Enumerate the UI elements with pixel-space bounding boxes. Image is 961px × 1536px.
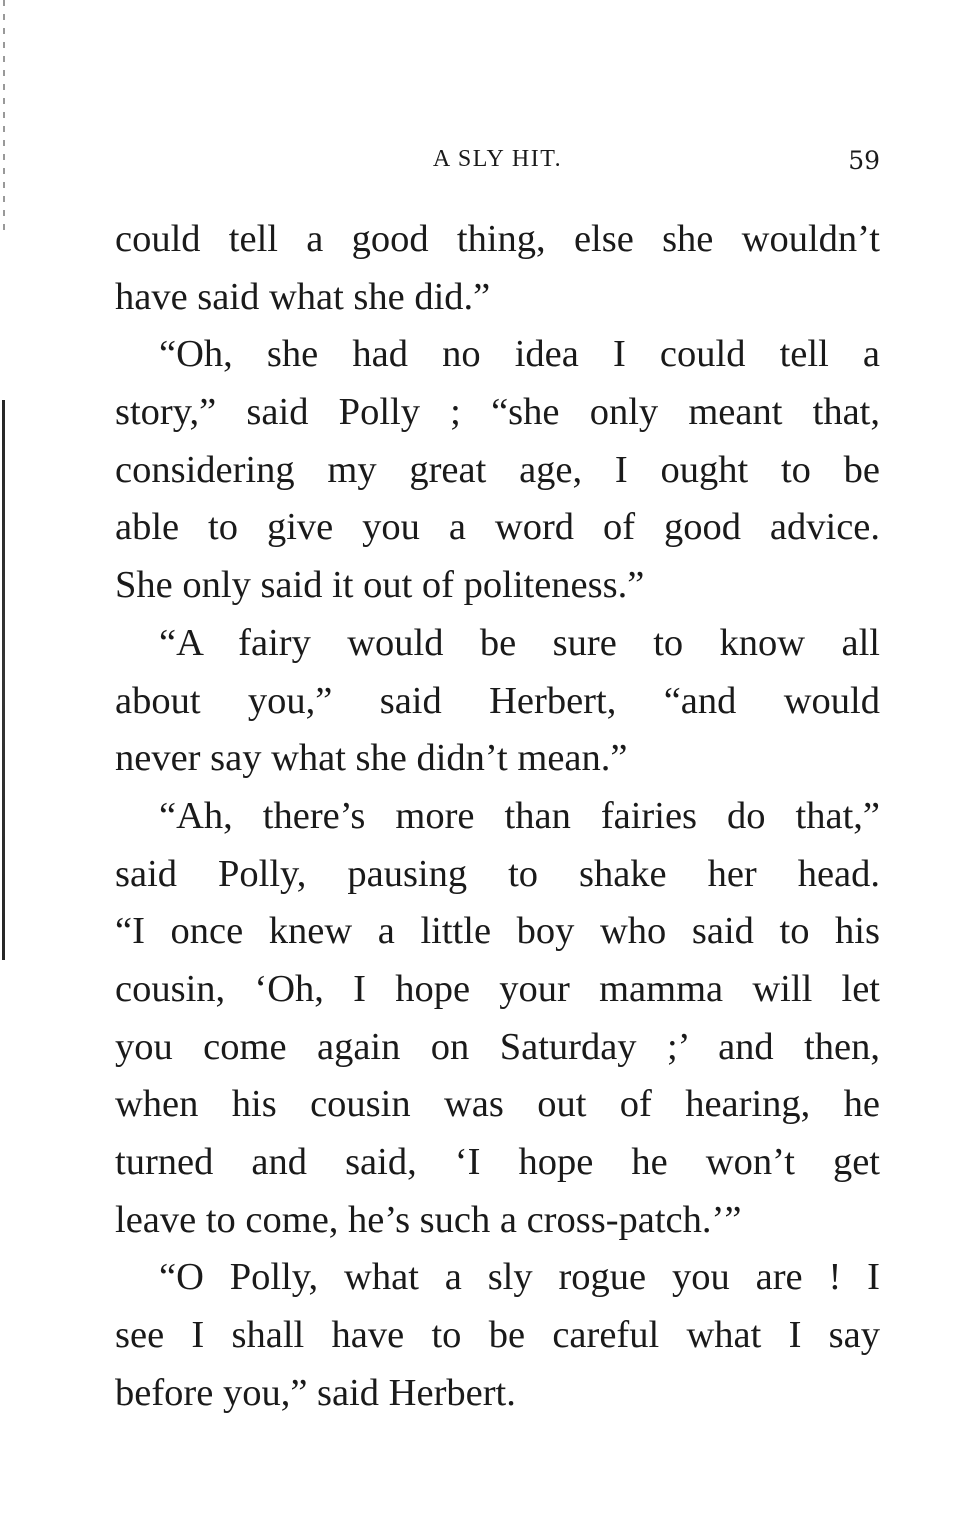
text-line: when his cousin was out of hearing, he — [115, 1083, 880, 1126]
text-line: see I shall have to be careful what I say — [115, 1314, 880, 1357]
scan-edge-top — [3, 0, 5, 230]
text-line: able to give you a word of good advice. — [115, 506, 880, 549]
text-line: considering my great age, I ought to be — [115, 448, 880, 491]
text-line: story,” said Polly ; “she only meant that, — [115, 391, 880, 434]
text-line: leave to come, he’s such a cross-patch.’” — [115, 1198, 742, 1241]
text-line: said Polly, pausing to shake her head. — [115, 852, 880, 895]
text-line: “I once knew a little boy who said to his — [115, 910, 880, 953]
page-number: 59 — [848, 146, 880, 175]
page-header — [115, 146, 880, 182]
text-line: you come again on Saturday ;’ and then, — [115, 1025, 880, 1068]
running-title: A SLY HIT. — [432, 146, 563, 172]
text-line: cousin, ‘Oh, I hope your mamma will let — [115, 967, 880, 1010]
text-line: “A fairy would be sure to know all — [159, 621, 880, 664]
text-line: She only said it out of politeness.” — [115, 564, 645, 607]
text-line: before you,” said Herbert. — [115, 1371, 516, 1414]
text-line: have said what she did.” — [115, 275, 491, 318]
text-line: “Ah, there’s more than fairies do that,” — [159, 794, 880, 837]
text-line: “O Polly, what a sly rogue you are ! I — [159, 1256, 880, 1299]
text-line: turned and said, ‘I hope he won’t get — [115, 1141, 880, 1183]
text-line: could tell a good thing, else she wouldn’t — [115, 218, 880, 260]
scan-edge — [2, 400, 5, 960]
body-text — [115, 211, 880, 1422]
text-line: never say what she didn’t mean.” — [115, 737, 628, 780]
text-line: “Oh, she had no idea I could tell a — [159, 333, 880, 376]
text-line: about you,” said Herbert, “and would — [115, 679, 880, 722]
